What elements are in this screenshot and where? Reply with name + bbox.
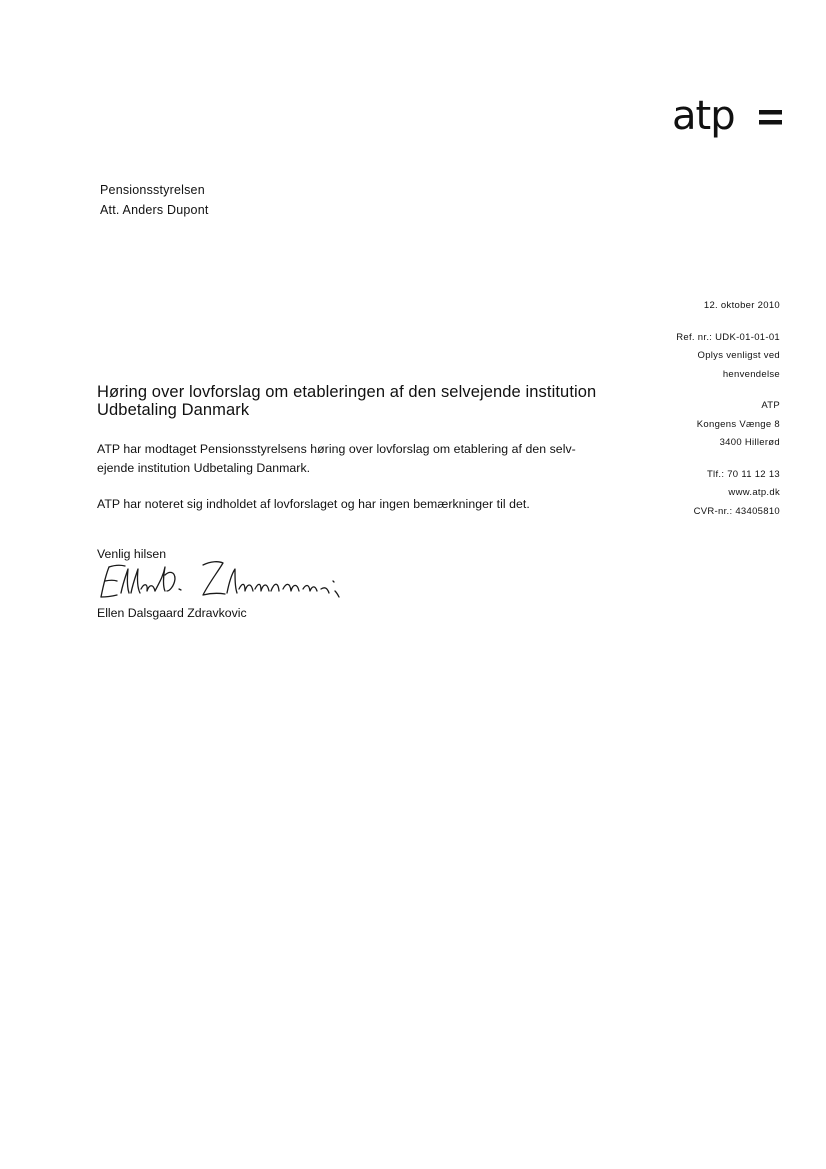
recipient-address <box>100 180 209 220</box>
letter-body <box>97 440 642 514</box>
reference-note-line1: Oplys venligst ved <box>697 350 780 361</box>
signature-graphic <box>95 553 355 605</box>
body-paragraph-1-line-2: ejende institution Udbetaling Danmark. <box>97 460 311 475</box>
recipient-name: Pensionsstyrelsen <box>100 183 205 197</box>
sender-cvr: CVR-nr.: 43405810 <box>693 505 780 517</box>
sender-street: Kongens Vænge 8 <box>696 418 780 430</box>
reference-note-line2: henvendelse <box>722 368 780 380</box>
body-paragraph-1-line-1: ATP har modtaget Pensionsstyrelsens høring over lovforslag om etablering af den selv- <box>97 442 576 456</box>
closing-greeting: Venlig hilsen <box>97 547 167 561</box>
letter-date: 12. oktober 2010 <box>703 300 780 311</box>
sender-city: 3400 Hillerød <box>719 437 780 448</box>
atp-logo-graphic <box>672 93 784 143</box>
body-paragraph-1 <box>97 440 642 477</box>
letter-subject: Høring over lovforslag om etableringen af den selvejende institution Udbetaling Danmark <box>97 383 597 419</box>
reference-number: Ref. nr.: UDK-01-01-01 <box>676 331 780 343</box>
sender-phone: Tlf.: 70 11 12 13 <box>706 468 780 480</box>
sender-organization: ATP <box>761 400 780 411</box>
svg-text:atp: atp <box>672 93 735 139</box>
sender-website: www.atp.dk <box>728 487 780 498</box>
recipient-attention: Att. Anders Dupont <box>100 203 209 217</box>
body-paragraph-2: ATP har noteret sig indholdet af lovforslaget og har ingen bemærkninger til det. <box>97 497 530 511</box>
handwritten-signature <box>95 553 355 605</box>
atp-logo <box>672 93 784 143</box>
signer-name: Ellen Dalsgaard Zdravkovic <box>97 606 247 620</box>
